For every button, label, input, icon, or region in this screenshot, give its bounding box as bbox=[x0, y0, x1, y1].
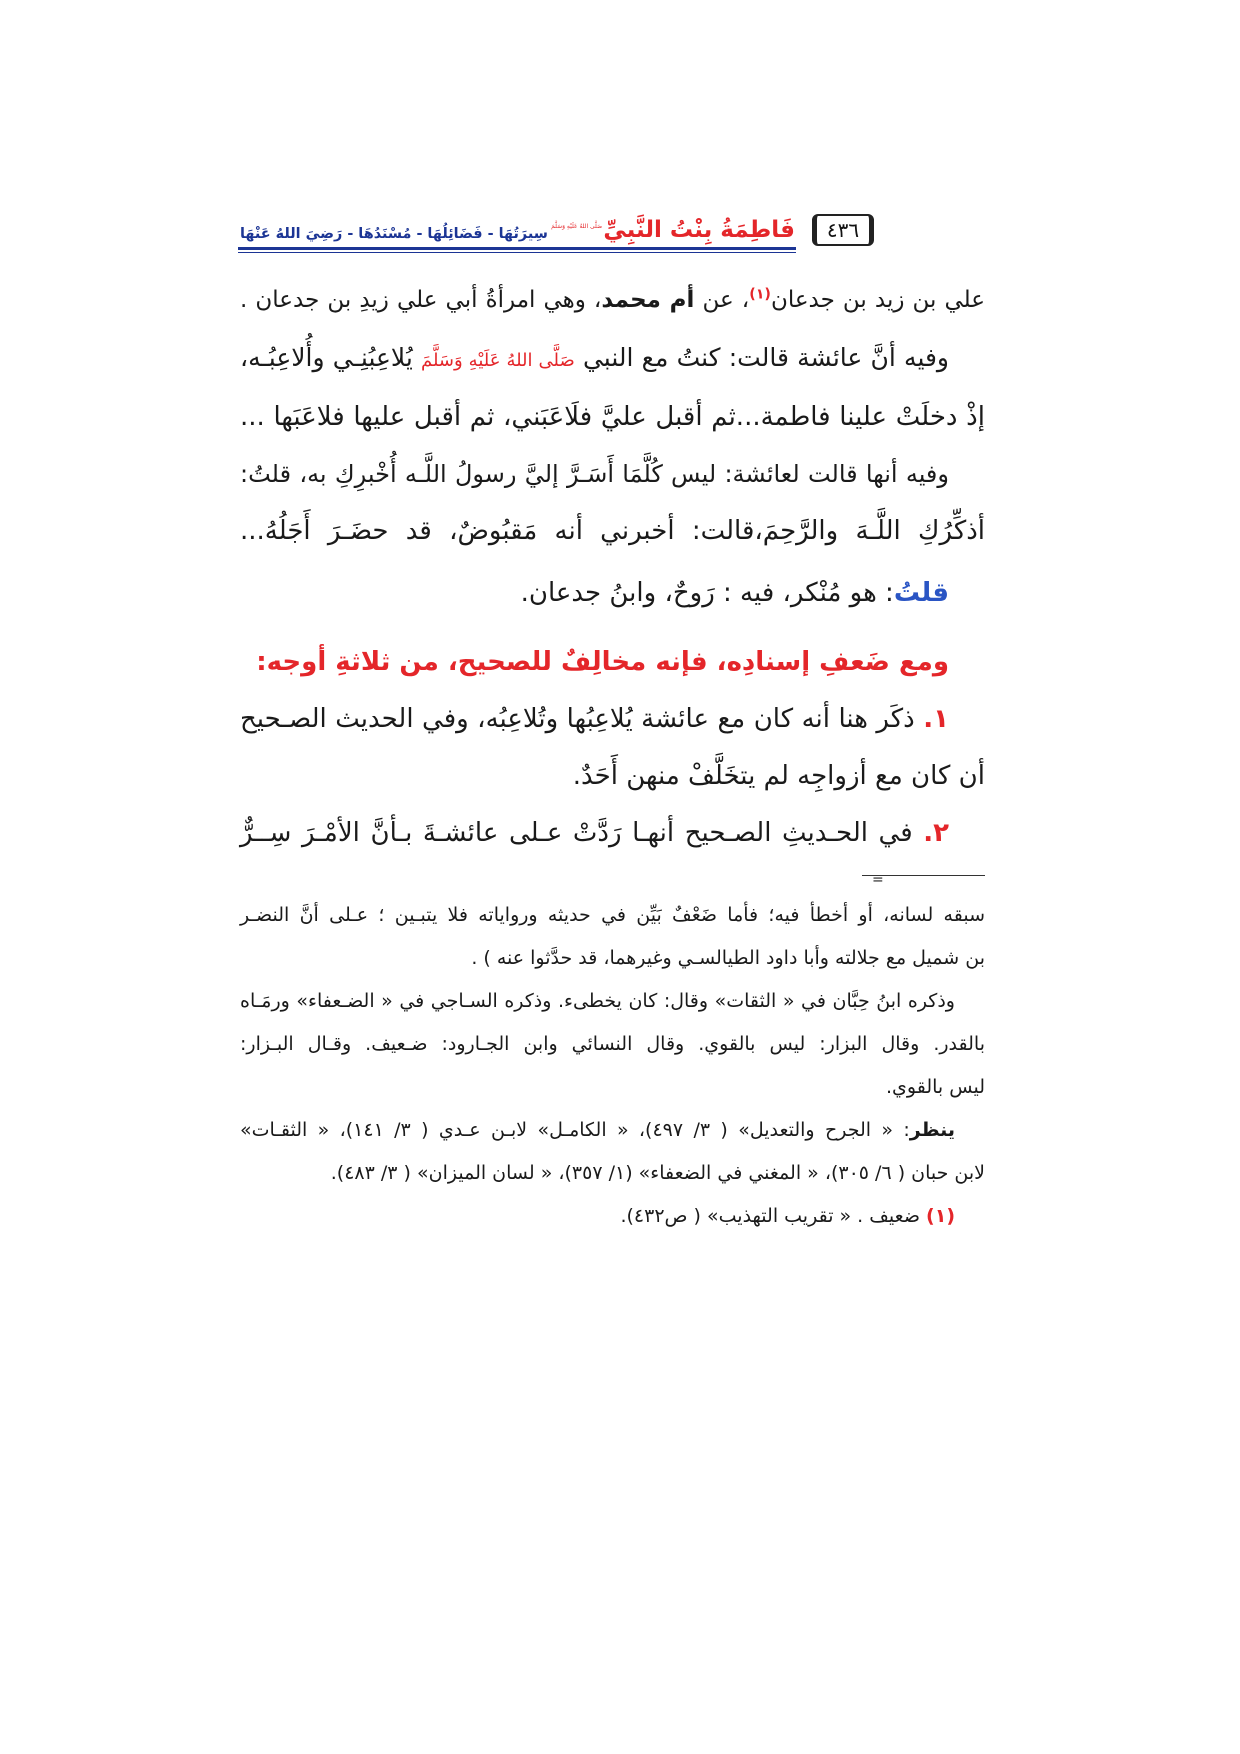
title-main: فَاطِمَةُ بِنْتُ النَّبِيِّ bbox=[603, 217, 795, 244]
footnote-continuation-mark: = bbox=[872, 872, 884, 888]
body-line-8 bbox=[240, 691, 985, 748]
list-number-1: ١. bbox=[923, 704, 949, 734]
qultu-label: قلتُ bbox=[893, 578, 949, 608]
header-double-rule bbox=[238, 247, 796, 253]
main-text bbox=[240, 272, 985, 862]
bold-name: أم محمد bbox=[601, 287, 695, 313]
footnote-line-7: لابن حبان ( ٦/ ٣٠٥)، « المغني في الضعفاء» (١/ ٣٥٧)، « لسان الميزان» ( ٣/ ٤٨٣). bbox=[330, 1162, 985, 1184]
body-line-1 bbox=[240, 272, 985, 329]
footnote-line-5: ليس بالقوي. bbox=[886, 1076, 985, 1098]
footnotes bbox=[240, 894, 985, 1238]
footnote-line-1: سبقه لسانه، أو أخطأ فيه؛ فأما ضَعْفٌ بَيِّن في حديثه ورواياته فلا يتبـين ؛ عـلى أنَّ النضـر bbox=[240, 904, 985, 926]
footnote-number-1: (١) bbox=[926, 1205, 955, 1227]
footnote-line-3: وذكره ابنُ حِبَّان في « الثقات» وقال: كان يخطىء. وذكره السـاجي في « الضـعفاء» ورمَـاه bbox=[240, 990, 955, 1012]
salawat-honorific: صَلَّى اللهُ عَلَيْهِ وَسَلَّمَ bbox=[420, 350, 575, 371]
title-subtitle: سِيرَتُهَا - فَضَائِلُهَا - مُسْنَدُهَا - رَضِيَ اللهُ عَنْهَا bbox=[240, 225, 548, 242]
body-text-segment: يُلاعِبُنِـي وأُلاعِبُـه، bbox=[240, 343, 421, 372]
body-text-segment: علي بن زيد بن جدعان bbox=[770, 287, 986, 313]
body-line-5: أذكِّرُكِ اللَّـهَ والرَّحِمَ،قالت: أخبرني أنه مَقبُوضٌ، قد حضَـرَ أَجَلُهُ... bbox=[240, 516, 985, 546]
body-text-segment: وفيه أنَّ عائشة قالت: كنتُ مع النبي bbox=[574, 343, 950, 372]
body-line-10 bbox=[240, 805, 985, 862]
running-title bbox=[240, 192, 795, 246]
footnote-text-segment: : « الجرح والتعديل» ( ٣/ ٤٩٧)، « الكامـل» لابـن عـدي ( ٣/ ١٤١)، « الثقـات» bbox=[240, 1119, 910, 1141]
body-text-segment: ذكَر هنا أنه كان مع عائشة يُلاعِبُها وتُلاعِبُه، وفي الحديث الصـحيح bbox=[240, 704, 924, 734]
body-line-4: وفيه أنها قالت لعائشة: ليس كُلَّمَا أَسَـرَّ إليَّ رسولُ اللَّـه أُخْبرِكِ به، قلتُ: bbox=[240, 460, 949, 488]
footnote-line-6 bbox=[240, 1109, 985, 1152]
see-label: ينظر bbox=[909, 1119, 955, 1141]
footnote-reference: (١) bbox=[749, 286, 771, 303]
list-number-2: ٢. bbox=[923, 818, 949, 848]
page-number-frame bbox=[812, 214, 874, 246]
footnote-line-4: بالقدر. وقال البزار: ليس بالقوي. وقال النسائي وابن الجـارود: ضـعيف. وقـال البـزار: bbox=[240, 1033, 985, 1055]
body-text-segment: ، عن bbox=[694, 287, 750, 313]
page-number: ٤٣٦ bbox=[826, 218, 860, 242]
footnote-line-2: بن شميل مع جلالته وأبا داود الطيالسـي وغيرهما، قد حدَّثوا عنه ) . bbox=[471, 947, 985, 969]
body-text-segment: : هو مُنْكر، فيه : رَوحٌ، وابنُ جدعان. bbox=[520, 578, 894, 608]
body-line-9: أن كان مع أزواجِه لم يتخَلَّفْ منهن أَحَدٌ. bbox=[572, 761, 985, 791]
body-text-segment: ، وهي امرأةُ أبي علي زيدِ بن جدعان . bbox=[240, 287, 602, 313]
footnote-text-segment: ضعيف . « تقريب التهذيب» ( ص٤٣٢). bbox=[620, 1205, 927, 1227]
body-line-2 bbox=[240, 329, 985, 389]
footnote-line-8 bbox=[240, 1195, 985, 1238]
section-heading: ومع ضَعفِ إسنادِه، فإنه مخالِفٌ للصحيح، من ثلاثةِ أوجه: bbox=[256, 647, 949, 677]
body-line-6 bbox=[240, 565, 985, 622]
body-line-3: إذْ دخلَتْ علينا فاطمة...ثم أقبل عليَّ فلَاعَبَني، ثم أقبل عليها فلاعَبَها ... bbox=[240, 402, 985, 432]
title-honorific: صَلَّى اللهُ عَلَيْهِ وَسَلَّمَ bbox=[551, 223, 603, 231]
body-text-segment: في الحـديثِ الصـحيح أنهـا رَدَّتْ عـلى عائشـةَ بـأنَّ الأمْـرَ سِــرٌّ bbox=[240, 818, 924, 848]
